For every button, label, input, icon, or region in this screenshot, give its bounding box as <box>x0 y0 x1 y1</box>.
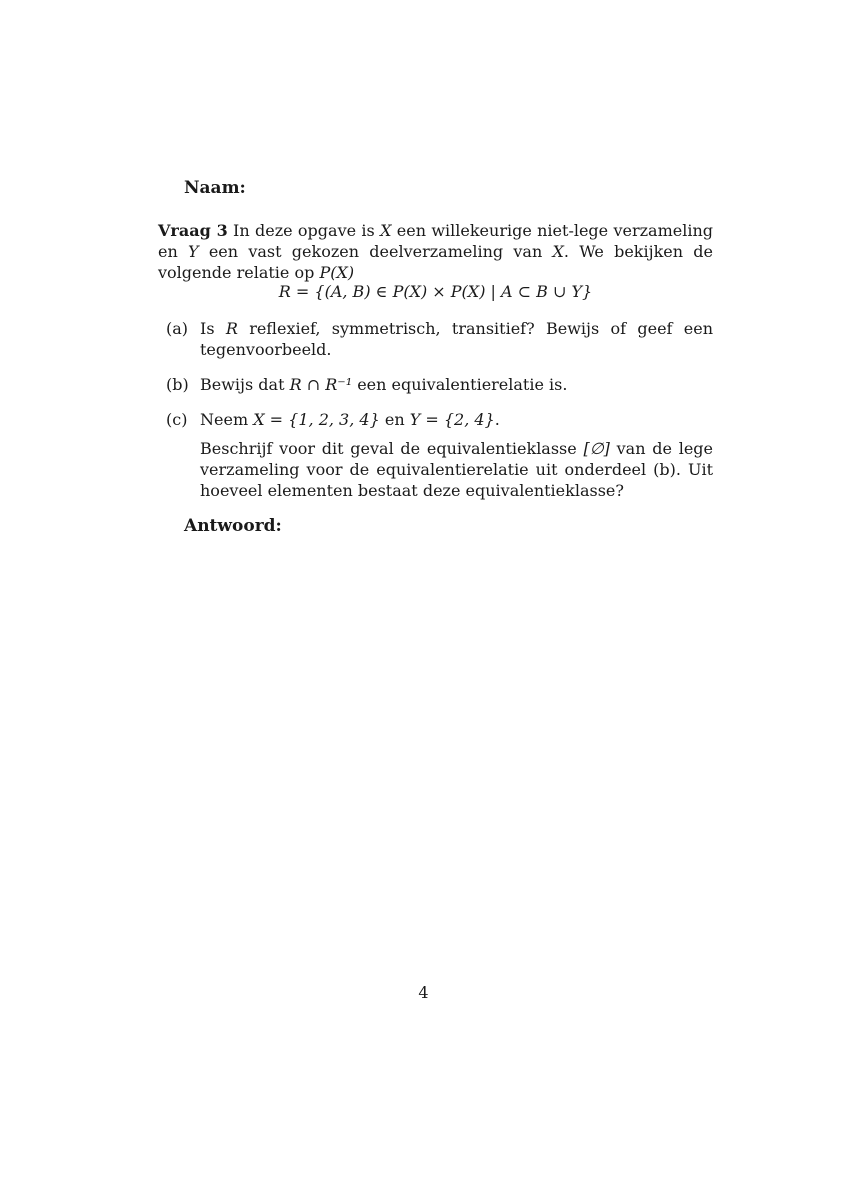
item-text: Neem <box>200 410 254 429</box>
item-text: reflexief, symmetrisch, transitief? Bewijs of geef een tegenvoorbeeld. <box>200 319 713 359</box>
sub-question-c <box>158 409 713 501</box>
item-number: (a) <box>166 319 189 338</box>
relation-formula: R = {(A, B) ∈ P(X) × P(X) | A ⊂ B ∪ Y} <box>278 282 593 301</box>
paragraph-text: van de lege verzameling voor de equivalentierelatie uit onderdeel (b). Uit hoeveel elementen bestaat deze equivalentieklasse? <box>200 439 713 500</box>
item-math: R <box>225 319 238 338</box>
item-number: (c) <box>166 410 188 429</box>
answer-label: Antwoord: <box>184 516 282 536</box>
item-math: X = {1, 2, 3, 4} <box>253 410 380 429</box>
question-intro <box>158 220 713 283</box>
sub-question-b <box>158 374 713 395</box>
item-math: Y = {2, 4} <box>409 410 495 429</box>
question-label: Vraag 3 <box>158 221 228 240</box>
item-number: (b) <box>166 375 189 394</box>
item-text: een equivalentierelatie is. <box>352 375 568 394</box>
item-paragraph <box>200 438 713 501</box>
sub-questions <box>158 318 713 515</box>
item-text: en <box>379 410 410 429</box>
question-text-3: een vast gekozen deelverzameling van <box>198 242 553 261</box>
name-label: Naam: <box>184 178 246 198</box>
page-number: 4 <box>418 983 429 1002</box>
question-text-4: . We bekijken de volgende relatie op <box>158 242 714 282</box>
paragraph-text: Beschrijf voor dit geval de equivalentieklasse <box>200 439 584 458</box>
question-text-2: een willekeurige niet-lege verzameling en <box>158 221 714 261</box>
item-text: Is <box>200 319 226 338</box>
sub-question-a <box>158 318 713 360</box>
item-text: . <box>494 410 500 429</box>
var-x-2: X <box>552 242 564 261</box>
powerset: P(X) <box>319 263 355 282</box>
item-text: Bewijs dat <box>200 375 290 394</box>
var-y: Y <box>188 242 199 261</box>
item-math: R ∩ R⁻¹ <box>289 375 353 394</box>
var-x: X <box>380 221 392 240</box>
question-text-1: In deze opgave is <box>227 221 381 240</box>
paragraph-math: [∅] <box>583 439 610 458</box>
